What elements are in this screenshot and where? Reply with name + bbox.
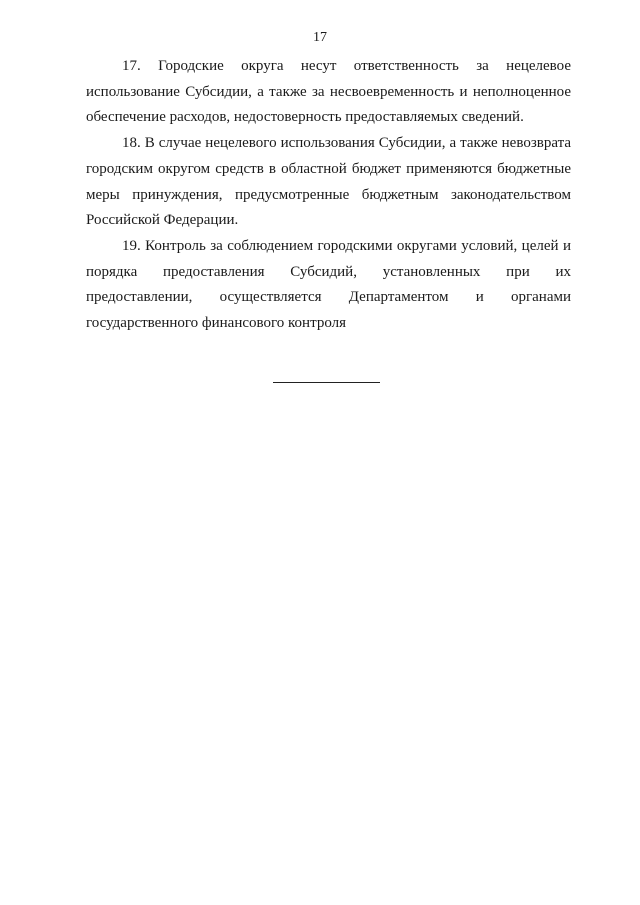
paragraph-17: 17. Городские округа несут ответственность за нецелевое использование Субсидии, а также за несвоевременность и неполноценное обеспечение расходов, недостоверность предоставляемых сведений.: [86, 58, 571, 126]
paragraph-18: 18. В случае нецелевого использования Субсидии, а также невозврата городским округом средств в областной бюджет применяются бюджетные меры принуждения, предусмотренные бюджетным законодательством Российской Федерации.: [86, 135, 571, 229]
paragraph-19: 19. Контроль за соблюдением городскими округами условий, целей и порядка предоставления Субсидий, установленных при их предоставлении, осуществляется Департаментом и органами государственного финансового контроля: [86, 237, 571, 332]
document-body: [86, 54, 571, 337]
page-number: 17: [313, 30, 327, 45]
end-divider-line: [273, 382, 380, 383]
